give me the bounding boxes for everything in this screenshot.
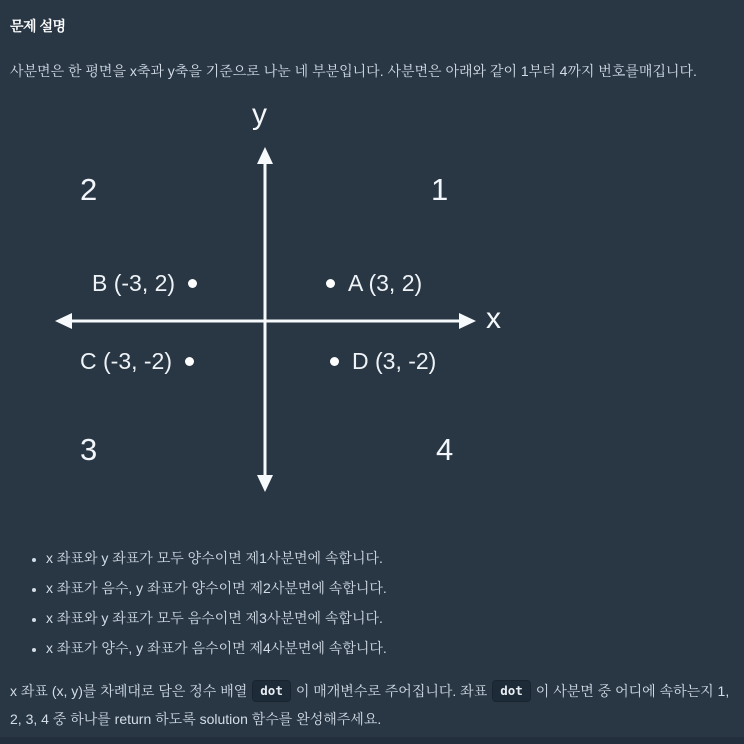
point-b [92,270,197,296]
point-b-label: B (-3, 2) [92,270,176,296]
outro-text-2: 이 매개변수로 주어집니다. 좌표 [295,683,488,699]
intro-paragraph: 사분면은 한 평면을 x축과 y축을 기준으로 나눈 네 부분입니다. 사분면은 아래와 같이 1부터 4까지 번호를매깁니다. [10,63,697,79]
point-d-dot-icon [330,357,339,366]
outro-text-1: x 좌표 (x, y)를 차례대로 담은 정수 배열 [10,683,248,699]
y-axis-arrow-up [257,147,273,164]
next-section-edge [0,737,744,744]
code-chip-dot-1: dot [252,680,291,702]
outro-text-3: 이 사분면 중 어디에 속하는지 1, 2, 3, 4 중 하나를 return 하도록 solution 함수를 완성해주세요. [10,683,730,727]
y-axis-label: y [252,98,267,131]
point-d-label: D (3, -2) [352,348,437,374]
point-c-label: C (-3, -2) [80,348,172,374]
code-chip-dot-2: dot [492,680,531,702]
quadrant-rules-list [10,543,387,663]
point-d [330,348,436,374]
x-axis-arrow-left [55,313,72,329]
y-axis-arrow-down [257,475,273,492]
x-axis-arrow-right [459,313,476,329]
rule-item-4: • x 좌표가 양수, y 좌표가 음수이면 제4사분면에 속합니다. [46,633,387,663]
rule-item-2: • x 좌표가 음수, y 좌표가 양수이면 제2사분면에 속합니다. [46,573,387,603]
point-c [80,348,194,374]
rule-item-3: • x 좌표와 y 좌표가 모두 음수이면 제3사분면에 속합니다. [46,603,387,633]
quadrant-1-number: 1 [431,172,449,207]
quadrant-2-number: 2 [80,172,98,207]
x-axis-label: x [486,302,501,335]
page-title: 문제 설명 [10,18,66,35]
quadrant-3-number: 3 [80,432,98,467]
quadrant-4-number: 4 [436,432,454,467]
rule-item-1: • x 좌표와 y 좌표가 모두 양수이면 제1사분면에 속합니다. [46,543,387,573]
point-a [326,270,422,296]
point-a-label: A (3, 2) [348,270,423,296]
point-a-dot-icon [326,279,335,288]
point-b-dot-icon [188,279,197,288]
point-c-dot-icon [185,357,194,366]
outro-paragraph [10,677,736,733]
